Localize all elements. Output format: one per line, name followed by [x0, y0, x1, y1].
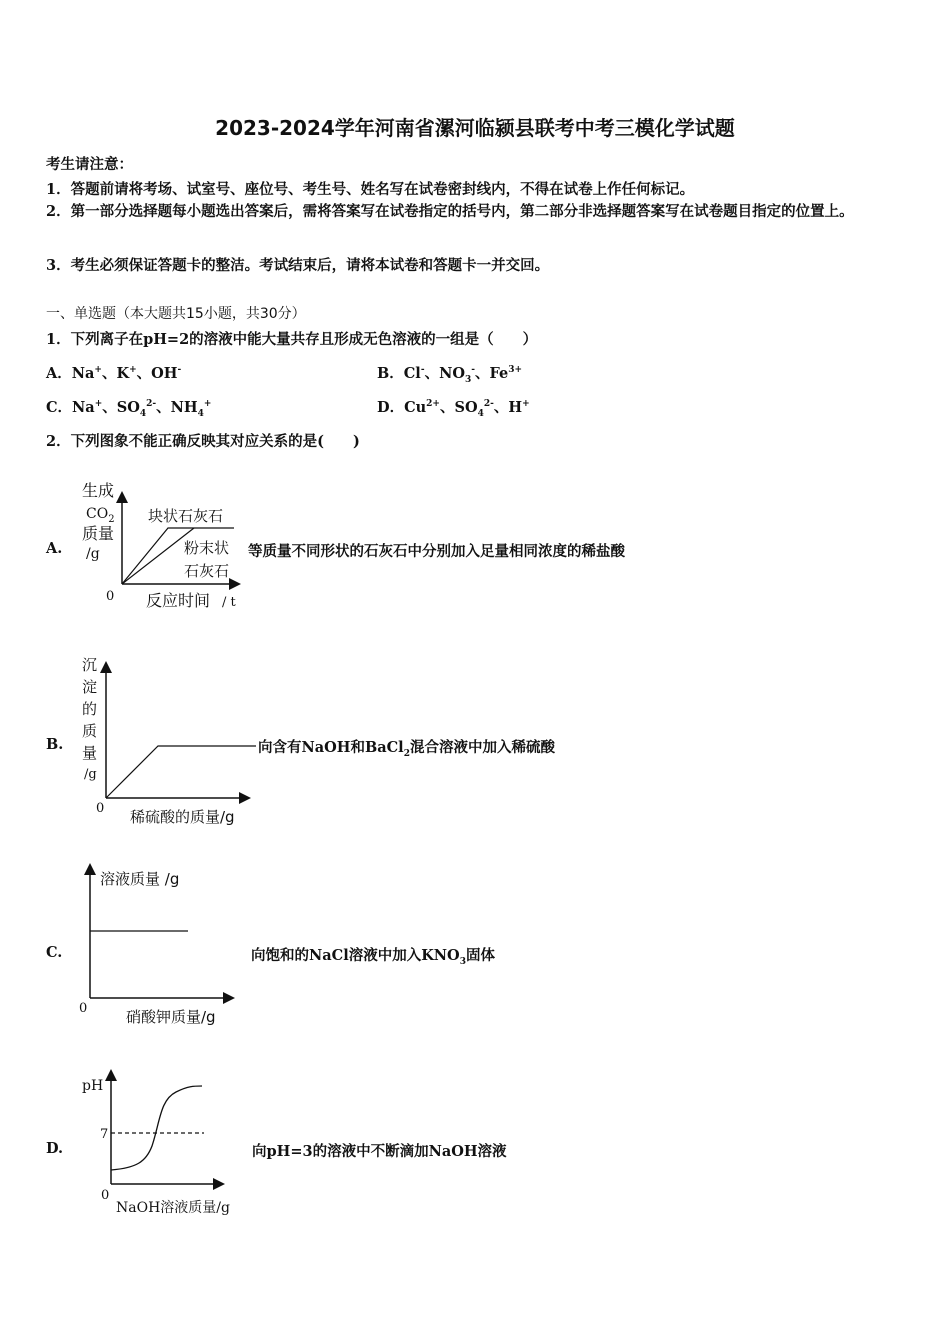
q2-graph-b [76, 652, 256, 832]
x-label: 反应时间 [146, 591, 211, 610]
series-powder-label-2: 石灰石 [184, 562, 230, 580]
question-1-stem: 1．下列离子在pH=2的溶液中能大量共存且形成无色溶液的一组是（ ） [46, 331, 538, 348]
q1-option-d: D．$Cu^{2+}$、$SO_4^{2-}$、H+ [377, 399, 530, 419]
y-label: pH [82, 1078, 104, 1094]
notice-item-2: 2．第一部分选择题每小题选出答案后，需将答案写在试卷指定的括号内，第二部分非选择题答案写在试卷题目指定的位置上。 [46, 203, 854, 220]
ph-curve [111, 1086, 202, 1170]
q2-graph-c [76, 858, 246, 1030]
y-label-co2: $CO_2$ [86, 506, 115, 525]
q1-option-a-label: A． [46, 365, 72, 382]
q1-option-d-label: D． [377, 399, 405, 416]
q1-option-b: B．Cl-、$NO_3^-$、$Fe^{3+}$ [377, 365, 523, 385]
x-label: 硝酸钾质量/g [126, 1008, 216, 1026]
y-label-5: 量 [82, 744, 98, 762]
page-title: 2023-2024学年河南省漯河临颍县联考中考三模化学试题 [215, 116, 735, 140]
q1-option-b-label: B． [377, 365, 404, 382]
tick-7: 7 [100, 1127, 109, 1142]
y-label-3: 的 [82, 700, 98, 718]
section-heading: 一、单选题（本大题共15小题，共30分） [46, 306, 306, 322]
q2-option-c-text: 向饱和的NaCl溶液中加入$KNO_3$固体 [251, 947, 495, 967]
y-label-1: 生成 [82, 481, 115, 500]
origin-label: 0 [96, 801, 105, 816]
q2-graph-a [76, 476, 246, 616]
y-label-3: 质量 [82, 524, 115, 543]
y-label-1: 沉 [82, 656, 98, 674]
origin-label: 0 [101, 1188, 110, 1203]
y-label-4: 质 [82, 722, 98, 740]
origin-label: 0 [79, 1001, 88, 1016]
q2-option-d-label: D. [46, 1140, 64, 1157]
q2-graph-d [76, 1066, 246, 1218]
q1-option-c: C．Na+、$SO_4^{2-}$、$NH_4^+$ [46, 399, 212, 419]
series-lump-label: 块状石灰石 [148, 507, 224, 525]
q2-option-b-text: 向含有NaOH和BaCl$_2$混合溶液中加入稀硫酸 [258, 739, 555, 759]
x-label: 稀硫酸的质量/g [130, 808, 235, 826]
notice-item-3: 3．考生必须保证答题卡的整洁。考试结束后，请将本试卷和答题卡一并交回。 [46, 257, 550, 274]
q1-option-c-label: C． [46, 399, 73, 416]
notice-item-1: 1．答题前请将考场、试室号、座位号、考生号、姓名写在试卷密封线内，不得在试卷上作任何标记。 [46, 181, 695, 198]
x-unit: / t [222, 595, 236, 610]
y-label-unit: /g [86, 546, 100, 562]
y-label-2: 淀 [82, 678, 98, 696]
q1-option-a: A．Na+、K+、OH- [46, 365, 182, 382]
y-label-unit: /g [84, 767, 97, 782]
origin-label: 0 [106, 589, 115, 604]
question-2-stem: 2．下列图象不能正确反映其对应关系的是( ) [46, 433, 360, 450]
q2-option-b-label: B. [46, 736, 64, 753]
x-label: NaOH溶液质量/g [116, 1200, 230, 1216]
series-powder-label-1: 粉末状 [184, 539, 230, 557]
q2-option-a-text: 等质量不同形状的石灰石中分别加入足量相同浓度的稀盐酸 [248, 543, 625, 560]
notice-heading: 考生请注意： [46, 156, 133, 173]
y-label: 溶液质量 /g [100, 870, 180, 888]
series-line [106, 746, 256, 798]
q2-option-c-label: C. [46, 944, 63, 961]
q2-option-d-text: 向pH=3的溶液中不断滴加NaOH溶液 [252, 1143, 507, 1160]
q2-option-a-label: A. [46, 540, 63, 557]
